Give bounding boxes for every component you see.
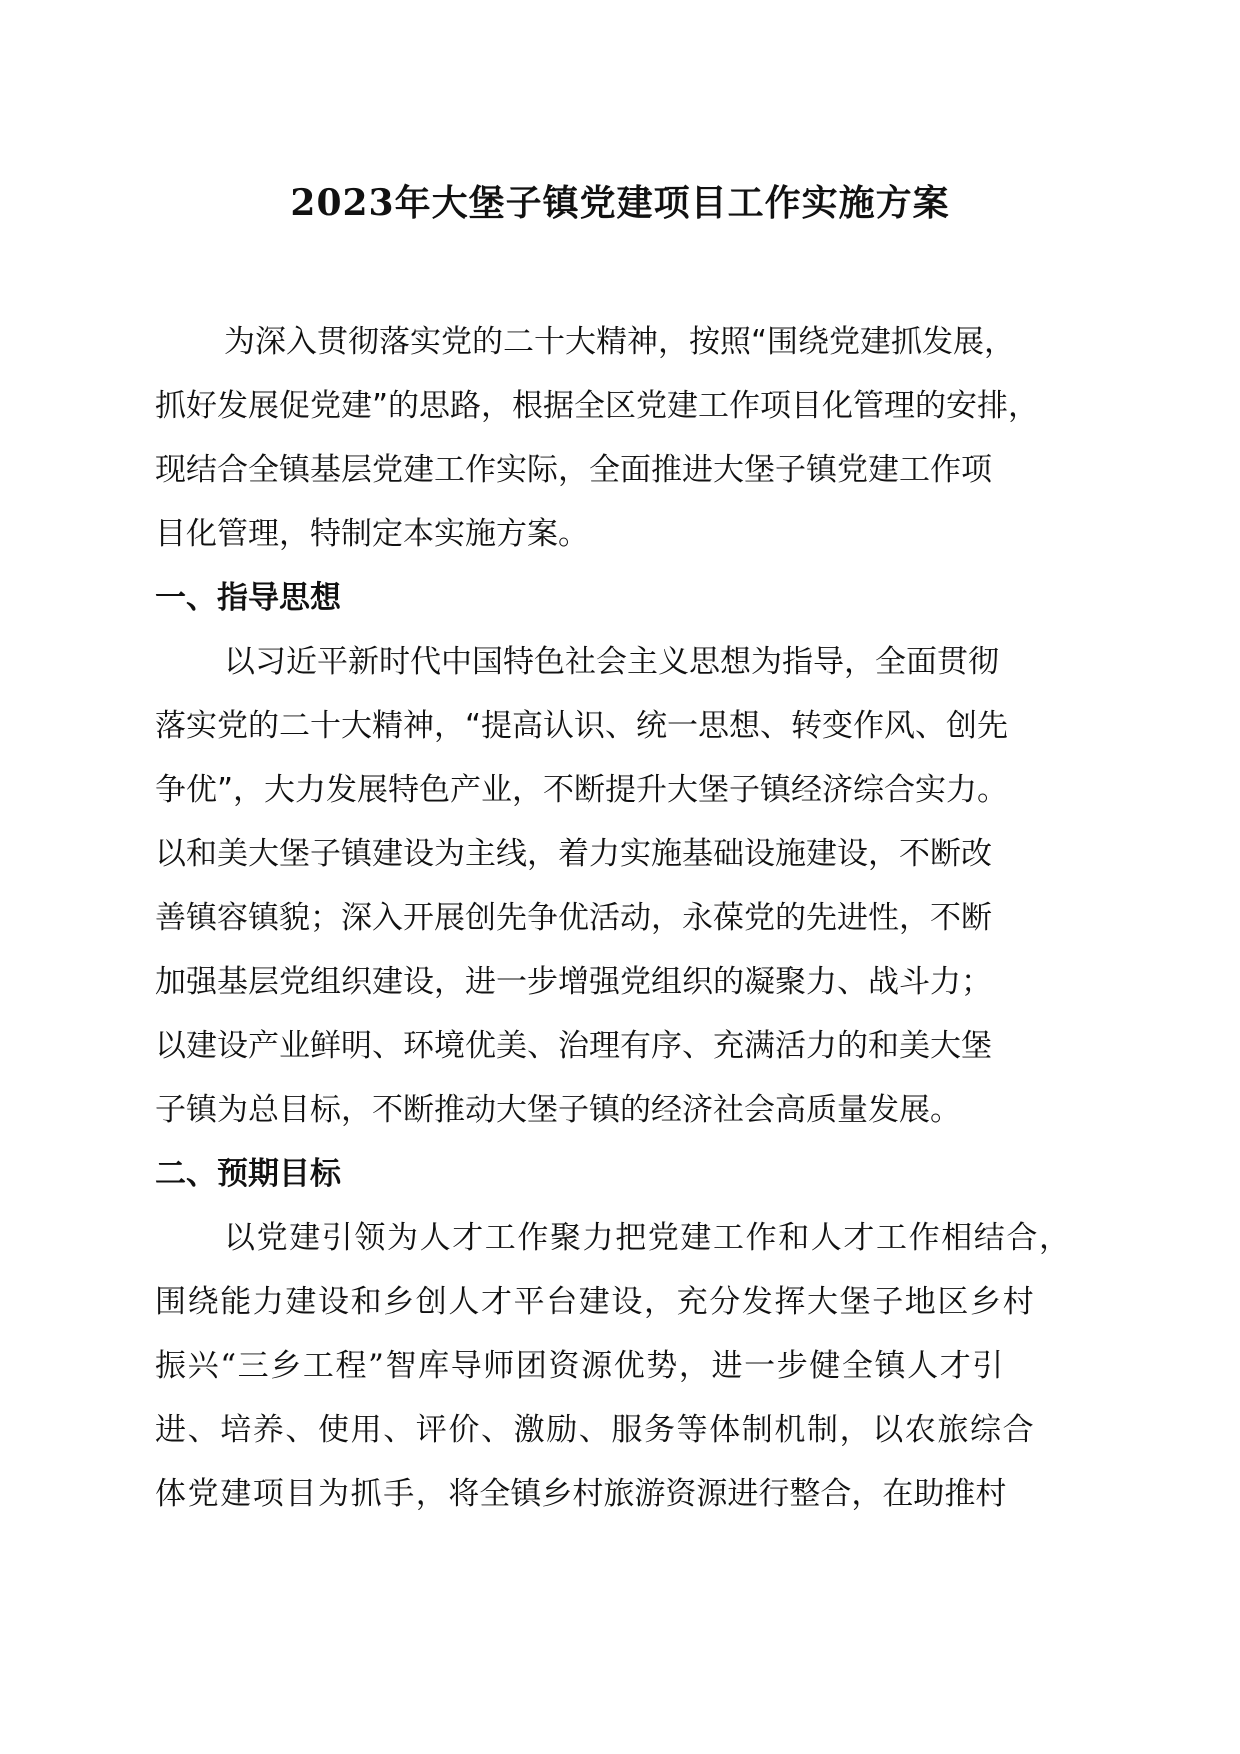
- intro-line: 抓好发展促党建”的思路，根据全区党建工作项目化管理的安排，: [155, 388, 1040, 424]
- document-title: 2023年大堡子镇党建项目工作实施方案: [290, 182, 950, 224]
- section1-line: 加强基层党组织建设，进一步增强党组织的凝聚力、战斗力；: [155, 964, 992, 1000]
- section2-line: 进、培养、使用、评价、激励、服务等体制机制，以农旅综合: [155, 1412, 1036, 1448]
- intro-line: 为深入贯彻落实党的二十大精神，按照“围绕党建抓发展，: [224, 324, 1016, 360]
- section-heading-expected-goals: 二、预期目标: [155, 1156, 341, 1192]
- section1-line: 争优”，大力发展特色产业，不断提升大堡子镇经济综合实力。: [155, 772, 1009, 808]
- section2-line: 以党建引领为人才工作聚力把党建工作和人才工作相结合，: [224, 1220, 1072, 1256]
- section2-last-line-part2: 将全镇乡村旅游资源进行整合，在助推村: [448, 1476, 1007, 1512]
- section1-line: 以习近平新时代中国特色社会主义思想为指导，全面贯彻: [224, 644, 999, 680]
- section1-line: 以建设产业鲜明、环境优美、治理有序、充满活力的和美大堡: [155, 1028, 992, 1064]
- section1-line: 落实党的二十大精神，“提高认识、统一思想、转变作风、创先: [155, 708, 1009, 744]
- intro-line: 目化管理，特制定本实施方案。: [155, 516, 589, 552]
- intro-line: 现结合全镇基层党建工作实际，全面推进大堡子镇党建工作项: [155, 452, 992, 488]
- section1-line: 以和美大堡子镇建设为主线，着力实施基础设施建设，不断改: [155, 836, 992, 872]
- section2-line: 围绕能力建设和乡创人才平台建设，充分发挥大堡子地区乡村: [155, 1284, 1036, 1320]
- section2-line: 振兴“三乡工程”智库导师团资源优势，进一步健全镇人才引: [155, 1348, 1005, 1384]
- section-heading-guiding-ideology: 一、指导思想: [155, 580, 341, 616]
- section2-line: [155, 1472, 1006, 1516]
- section1-line: 子镇为总目标，不断推动大堡子镇的经济社会高质量发展。: [155, 1092, 961, 1128]
- section1-line: 善镇容镇貌；深入开展创先争优活动，永葆党的先进性，不断: [155, 900, 992, 936]
- section2-last-line-part1: 体党建项目为抓手，: [155, 1476, 449, 1512]
